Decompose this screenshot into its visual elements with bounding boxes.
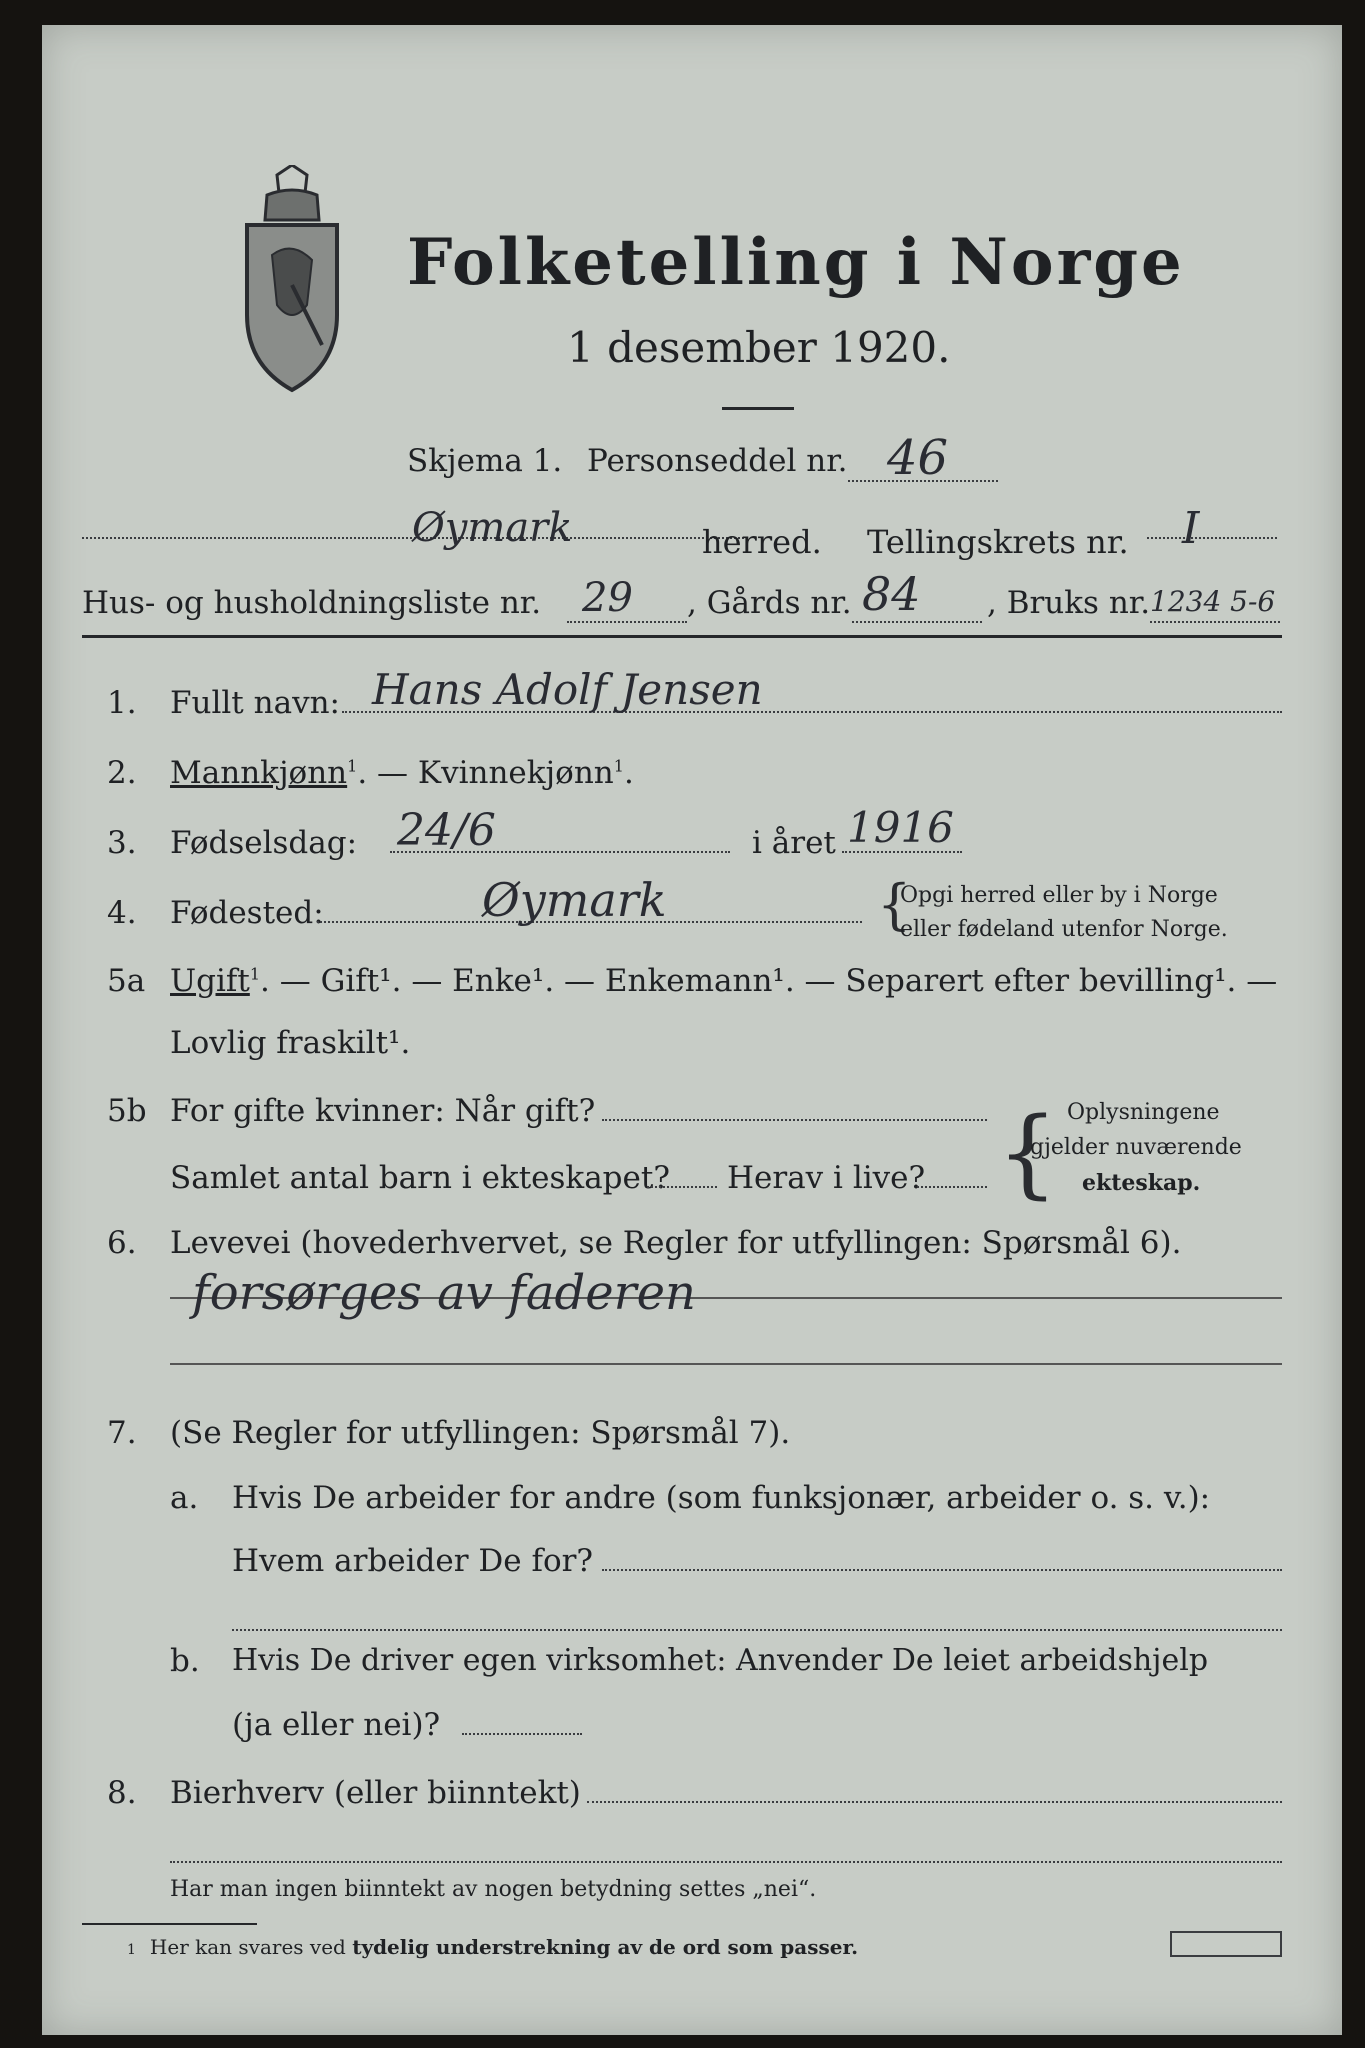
full-name-value[interactable]: Hans Adolf Jensen — [372, 665, 763, 714]
bruks-line — [1150, 621, 1280, 623]
sex-options: Mannkjønn$^1$. — Kvinnekjønn$^1$. — [170, 755, 634, 791]
side-income-line — [587, 1801, 1282, 1803]
q7b-letter: b. — [170, 1643, 200, 1679]
q7-label: (Se Regler for utfyllingen: Spørsmål 7). — [170, 1415, 791, 1451]
employer-label: Hvem arbeider De for? — [232, 1543, 594, 1579]
birthplace-value[interactable]: Øymark — [482, 873, 667, 927]
birthplace-note-line2: eller fødeland utenfor Norge. — [900, 917, 1228, 942]
employer-line — [602, 1569, 1282, 1571]
birth-year-value[interactable]: 1916 — [847, 803, 954, 852]
lovlig-fraskilt-option[interactable]: Lovlig fraskilt¹. — [170, 1025, 411, 1061]
birthday-value[interactable]: 24/6 — [397, 805, 496, 856]
marriage-note-line1: Oplysningene — [1067, 1100, 1220, 1125]
birth-year-label: i året — [752, 825, 836, 861]
tellingskrets-label: Tellingskrets nr. — [867, 523, 1129, 561]
personseddel-value[interactable]: 46 — [887, 430, 949, 486]
q4-number: 4. — [107, 895, 137, 931]
footnote-mark: 1 — [127, 1942, 136, 1958]
q7a-letter: a. — [170, 1480, 199, 1516]
married-when-label: For gifte kvinner: Når gift? — [170, 1093, 596, 1129]
footnote: 1 Her kan svares ved tydelig understrekning av de ord som passer. — [127, 1935, 859, 1959]
printer-stamp-icon — [1170, 1931, 1282, 1957]
marital-status-options: Ugift$^1$. — Gift¹. — Enke¹. — Enkemann¹. — Separert efter bevilling¹. — — [170, 963, 1278, 999]
q7b-text: Hvis De driver egen virksomhet: Anvender De leiet arbeidshjelp — [232, 1643, 1209, 1678]
ugift-option[interactable]: Ugift — [170, 963, 250, 999]
female-option[interactable]: Kvinnekjønn — [417, 755, 614, 791]
birthplace-note-brace: { — [877, 873, 912, 936]
q5b-number: 5b — [107, 1093, 147, 1129]
q1-number: 1. — [107, 685, 137, 721]
marriage-note-line2: gjelder nuværende — [1030, 1135, 1242, 1160]
skjema-label: Skjema 1. — [407, 443, 563, 479]
q5a-number: 5a — [107, 963, 146, 999]
personseddel-label: Personseddel nr. — [587, 443, 848, 479]
gards-value[interactable]: 84 — [862, 567, 921, 621]
birthplace-note-line1: Opgi herred eller by i Norge — [900, 883, 1218, 908]
q7-number: 7. — [107, 1415, 137, 1451]
census-date: 1 desember 1920. — [567, 323, 951, 372]
herred-label: herred. — [702, 523, 822, 561]
hus-line — [567, 621, 687, 623]
occupation-line-2 — [170, 1363, 1282, 1365]
children-alive-label: Herav i live? — [727, 1160, 926, 1196]
full-name-label: Fullt navn: — [170, 685, 340, 721]
children-total-line — [647, 1186, 717, 1188]
side-income-line-2 — [170, 1861, 1282, 1863]
hired-help-line — [462, 1733, 582, 1735]
marriage-note-brace: { — [997, 1097, 1059, 1209]
bruks-label: , Bruks nr. — [987, 585, 1151, 621]
tellingskrets-line — [1147, 537, 1277, 539]
employer-line-2 — [232, 1629, 1282, 1631]
hus-label: Hus- og husholdningsliste nr. — [82, 585, 542, 621]
gards-line — [852, 621, 982, 623]
tellingskrets-value[interactable]: I — [1182, 503, 1200, 554]
q6-number: 6. — [107, 1225, 137, 1261]
gards-label: , Gårds nr. — [687, 585, 852, 621]
occupation-value[interactable]: forsørges av faderen — [192, 1265, 696, 1321]
form-title: Folketelling i Norge — [407, 225, 1185, 300]
norway-coat-of-arms-icon — [237, 165, 347, 395]
q2-number: 2. — [107, 755, 137, 791]
male-option[interactable]: Mannkjønn — [170, 755, 348, 791]
hired-help-label: (ja eller nei)? — [232, 1707, 441, 1743]
children-total-label: Samlet antal barn i ekteskapet? — [170, 1160, 670, 1196]
children-alive-line — [917, 1186, 987, 1188]
bruks-value[interactable]: 1234 5-6 — [1150, 585, 1276, 618]
q7a-text: Hvis De arbeider for andre (som funksjonær, arbeider o. s. v.): — [232, 1480, 1211, 1516]
birthday-label: Fødselsdag: — [170, 825, 358, 861]
occupation-label: Levevei (hovederhvervet, se Regler for utfyllingen: Spørsmål 6). — [170, 1225, 1182, 1261]
married-when-line — [602, 1119, 987, 1121]
marriage-note-line3: ekteskap. — [1082, 1170, 1201, 1196]
title-divider — [722, 407, 794, 410]
side-income-note: Har man ingen biinntekt av nogen betydning settes „nei“. — [170, 1877, 817, 1902]
header-divider — [82, 635, 1282, 638]
q3-number: 3. — [107, 825, 137, 861]
q8-number: 8. — [107, 1775, 137, 1811]
hus-value[interactable]: 29 — [582, 575, 633, 621]
herred-value[interactable]: Øymark — [412, 505, 573, 551]
side-income-label: Bierhverv (eller biinntekt) — [170, 1775, 581, 1811]
birthplace-label: Fødested: — [170, 895, 324, 931]
footnote-divider — [82, 1923, 257, 1925]
census-form-page — [42, 25, 1342, 2035]
